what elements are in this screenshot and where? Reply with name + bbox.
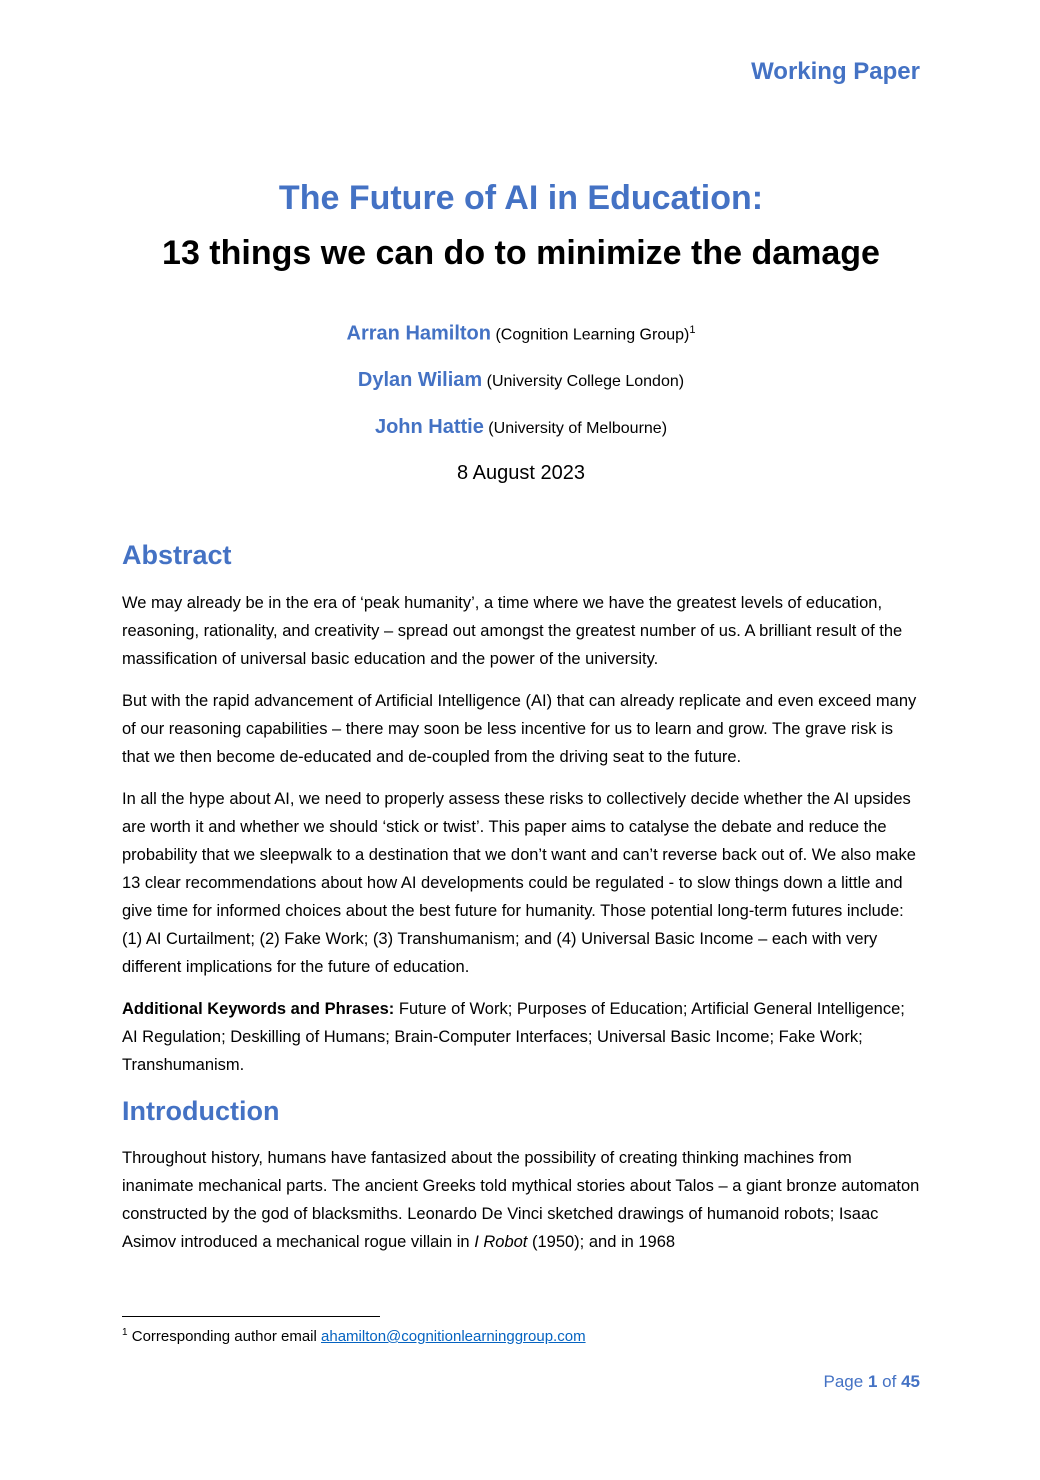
abstract-paragraph: In all the hype about AI, we need to properly assess these risks to collectively decide whether the AI upsides are worth it and whether we should ‘stick or twist’. This paper aims to catalyse the debate and reduce the probability that we sleepwalk to a destination that we don’t want and can’t reverse back out of. We also make 13 clear recommendations about how AI developments could be regulated - to slow things down a little and give time for informed choices about the best future for humanity. Those potential long-term futures include: (1) AI Curtailment; (2) Fake Work; (3) Transhumanism; and (4) Universal Basic Income – each with very different implications for the future of education. <box>122 789 916 976</box>
author-affiliation: (University College London) <box>482 373 685 391</box>
introduction-heading: Introduction <box>122 1095 280 1126</box>
author-name: Dylan Wiliam <box>357 369 483 392</box>
footnote-text <box>122 1326 920 1348</box>
introduction-text: Throughout history, humans have fantasized about the possibility of creating thinking machines from inanimate mechanical parts. The ancient Greeks told mythical stories about Talos – a giant bronze automaton constructed by the god of blacksmiths. Leonardo De Vinci sketched drawings of humanoid robots; Isaac Asimov introduced a mechanical rogue villain in <box>122 1149 920 1252</box>
paper-subtitle: 13 things we can do to minimize the damage <box>162 233 880 272</box>
author-line <box>122 367 920 395</box>
page-label: Page <box>823 1372 864 1391</box>
abstract-heading: Abstract <box>122 540 232 571</box>
author-affiliation: (University of Melbourne) <box>483 420 668 438</box>
keywords-label: Additional Keywords and Phrases: <box>122 999 395 1018</box>
introduction-text-continued: (1950); and in 1968 <box>527 1233 676 1252</box>
author-affiliation: (Cognition Learning Group) <box>491 326 690 344</box>
author-line <box>122 317 920 348</box>
page-number-footer <box>824 1372 920 1392</box>
author-footnote-marker: 1 <box>689 323 696 336</box>
page-number: 1 <box>867 1372 878 1391</box>
author-name: Arran Hamilton <box>346 322 491 345</box>
introduction-paragraph <box>122 1144 920 1256</box>
footnote-separator-line <box>122 1316 380 1317</box>
footnote-marker: 1 <box>122 1327 128 1338</box>
footnote-block <box>122 1316 920 1348</box>
keywords-text: Future of Work; Purposes of Education; Artificial General Intelligence; AI Regulation; Deskilling of Humans; Brain-Computer Interfaces; Universal Basic Income; Fake Work; Transhumanism. <box>122 999 905 1074</box>
book-title-italic: I Robot <box>474 1233 528 1252</box>
author-line <box>122 414 920 442</box>
working-paper-label: Working Paper <box>751 58 920 85</box>
keywords-paragraph <box>122 995 920 1079</box>
footnote-body: Corresponding author email <box>127 1328 322 1345</box>
abstract-paragraph: We may already be in the era of ‘peak humanity’, a time where we have the greatest levels of education, reasoning, rationality, and creativity – spread out amongst the greatest number of us. A brilliant result of the massification of universal basic education and the power of the university. <box>122 593 903 668</box>
total-pages: 45 <box>901 1372 920 1391</box>
authors-block <box>122 317 920 485</box>
abstract-paragraph: But with the rapid advancement of Artificial Intelligence (AI) that can already replicate and even exceed many of our reasoning capabilities – there may soon be less incentive for us to learn and grow. The grave risk is that we then become de-educated and de-coupled from the driving seat to the future. <box>122 691 917 766</box>
corresponding-author-email-link[interactable]: ahamilton@cognitionlearninggroup.com <box>321 1328 586 1345</box>
paper-title: The Future of AI in Education: <box>278 178 764 217</box>
publication-date: 8 August 2023 <box>457 462 585 485</box>
author-name: John Hattie <box>374 416 484 439</box>
of-label: of <box>882 1372 897 1391</box>
